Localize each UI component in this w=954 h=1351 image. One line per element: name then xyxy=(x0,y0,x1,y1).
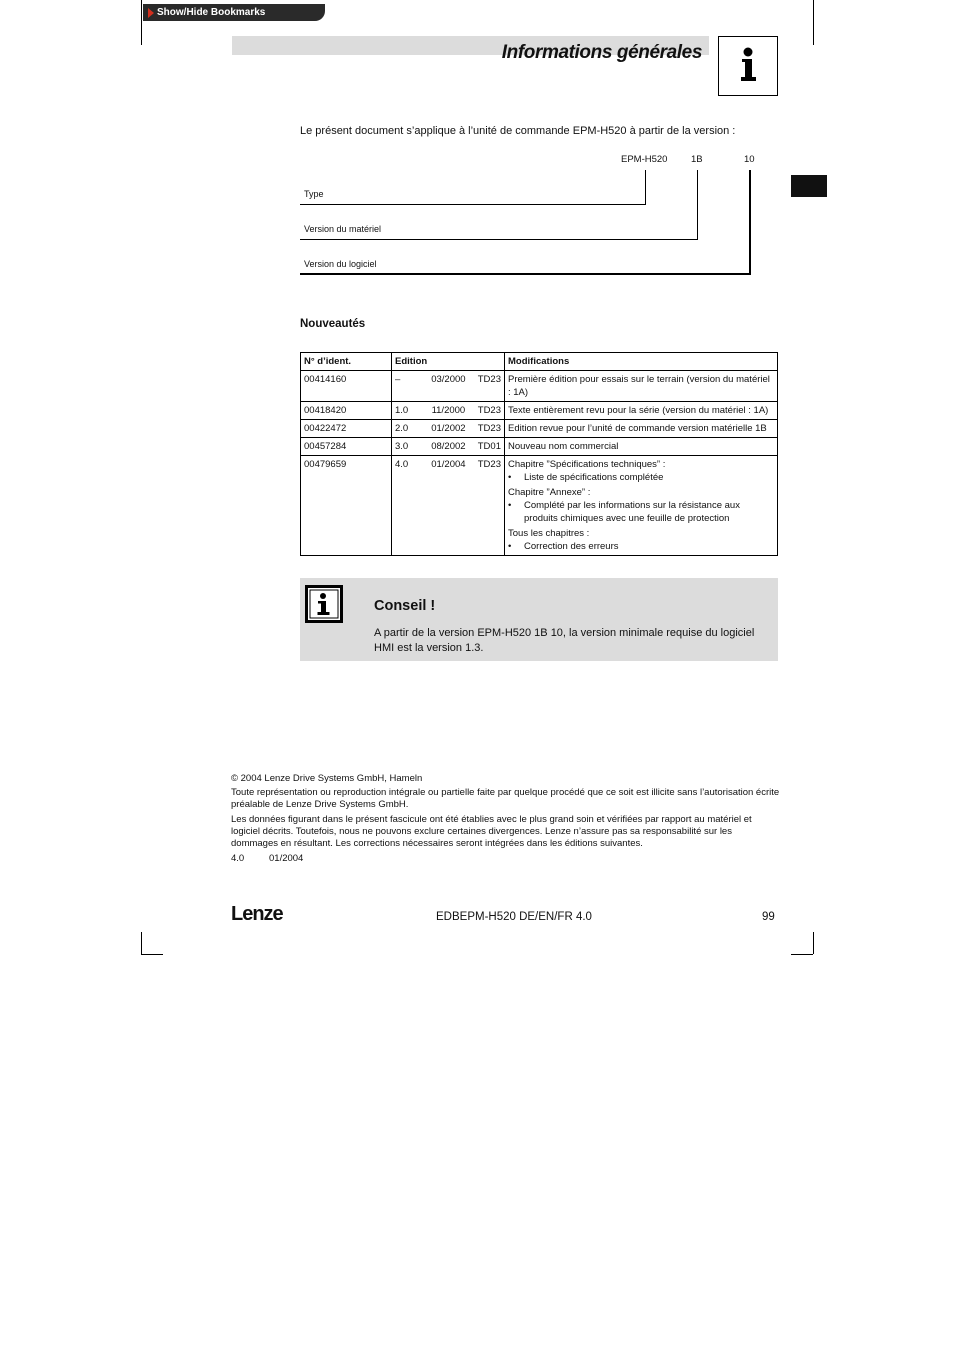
edition-cell xyxy=(392,456,505,556)
edition-date: 01/2002 xyxy=(431,423,466,434)
software-row-label: Version du logiciel xyxy=(304,259,377,269)
mod-chapter: Tous les chapitres : xyxy=(508,528,590,539)
table-header-row xyxy=(301,353,778,371)
type-row-label: Type xyxy=(304,189,324,199)
edition-date: 03/2000 xyxy=(431,374,466,385)
modifications-cell xyxy=(505,456,778,556)
column-header: N° d’ident. xyxy=(301,353,392,371)
tip-title: Conseil ! xyxy=(374,598,436,614)
ident-cell: 00479659 xyxy=(301,456,392,556)
list-item xyxy=(508,471,774,484)
tip-text: A partir de la version EPM-H520 1B 10, la version minimale requise du logiciel HMI est la version 1.3. xyxy=(374,627,755,654)
diagram-line xyxy=(645,170,646,205)
table-row xyxy=(301,420,778,438)
document-number: EDBEPM-H520 DE/EN/FR 4.0 xyxy=(436,911,592,923)
hardware-version-label: 1B xyxy=(691,154,703,165)
edition-cell xyxy=(392,402,505,420)
crop-mark xyxy=(141,932,142,954)
info-icon xyxy=(718,36,778,96)
diagram-line xyxy=(300,204,646,205)
chapter-tab-marker xyxy=(791,175,827,197)
news-heading: Nouveautés xyxy=(300,318,366,330)
modifications-cell: Première édition pour essais sur le terrain (version du matériel : 1A) xyxy=(505,371,778,402)
edition-version: – xyxy=(395,374,401,385)
crop-mark xyxy=(141,0,142,45)
mod-bullet-text: Liste de spécifications complétée xyxy=(524,472,664,483)
bookmarks-label: Show/Hide Bookmarks xyxy=(157,7,266,18)
type-code-label: EPM-H520 xyxy=(621,154,668,165)
edition-date: 11/2000 xyxy=(431,405,466,416)
edition-version: 2.0 xyxy=(395,423,409,434)
copyright: © 2004 Lenze Drive Systems GmbH, Hameln xyxy=(231,773,423,784)
ident-cell: 00418420 xyxy=(301,402,392,420)
modifications-cell: Nouveau nom commercial xyxy=(505,438,778,456)
table-row xyxy=(301,371,778,402)
column-header: Edition xyxy=(392,353,505,371)
hardware-row-label: Version du matériel xyxy=(304,224,382,234)
edition-cell xyxy=(392,438,505,456)
edition-code: TD23 xyxy=(477,423,501,434)
lenze-logo: Lenze xyxy=(231,903,283,925)
bullet-icon: • xyxy=(508,500,512,511)
mod-chapter: Chapitre ”Spécifications techniques” : xyxy=(508,459,666,470)
crop-mark xyxy=(813,0,814,45)
diagram-line xyxy=(749,170,751,275)
edition-version: 3.0 xyxy=(395,441,409,452)
mod-chapter: Chapitre ”Annexe” : xyxy=(508,487,591,498)
edition-code: TD23 xyxy=(477,459,501,470)
show-hide-bookmarks-button[interactable] xyxy=(143,4,325,21)
software-version-label: 10 xyxy=(744,154,755,165)
table-row xyxy=(301,456,778,556)
intro-text: Le présent document s’applique à l’unité de commande EPM-H520 à partir de la version : xyxy=(300,125,736,137)
ident-cell: 00457284 xyxy=(301,438,392,456)
edition-version: 1.0 xyxy=(395,405,409,416)
diagram-line xyxy=(300,273,751,275)
mod-bullet-text: Correction des erreurs xyxy=(524,541,619,552)
edition-date: 08/2002 xyxy=(431,441,466,452)
edition-code: TD01 xyxy=(477,441,501,452)
crop-mark xyxy=(141,954,163,955)
edition-version: 4.0 xyxy=(395,459,409,470)
edition-cell xyxy=(392,420,505,438)
crop-mark xyxy=(791,954,813,955)
ident-cell: 00414160 xyxy=(301,371,392,402)
list-item xyxy=(508,499,774,525)
legal-paragraph: Toute représentation ou reproduction intégrale ou partielle faite par quelque procédé que ce soit est illicite sans l’autorisation écrite préalable de Lenze Drive Systems GmbH. xyxy=(231,787,780,810)
news-table xyxy=(300,352,778,556)
page-title: Informations générales xyxy=(501,42,702,63)
mod-bullet-text: Complété par les informations sur la résistance aux produits chimiques avec une feuille de protection xyxy=(524,500,740,524)
page-number: 99 xyxy=(762,911,775,923)
modifications-cell: Texte entièrement revu pour la série (version du matériel : 1A) xyxy=(505,402,778,420)
edition-cell xyxy=(392,371,505,402)
edition-code: TD23 xyxy=(477,374,501,385)
list-item xyxy=(508,540,774,553)
edition-code: TD23 xyxy=(477,405,501,416)
bullet-icon: • xyxy=(508,541,512,552)
edition-date: 01/2004 xyxy=(431,459,466,470)
legal-paragraph: Les données figurant dans le présent fascicule ont été établies avec le plus grand soin et vérifiées par rapport au matériel et logiciel décrits. Toutefois, nous ne pouvons exclure certaines divergences. Lenze n’assure pas sa responsabilité sur les dommages en résultant. Les corrections nécessaires seront intégrées dans les éditions suivantes. xyxy=(231,814,752,849)
table-row xyxy=(301,438,778,456)
triangle-right-icon xyxy=(148,8,154,18)
table-row xyxy=(301,402,778,420)
info-icon xyxy=(305,585,343,628)
footer-version: 4.0 xyxy=(231,853,245,864)
modifications-cell: Edition revue pour l’unité de commande version matérielle 1B xyxy=(505,420,778,438)
bullet-icon: • xyxy=(508,472,512,483)
footer-date: 01/2004 xyxy=(269,853,304,864)
diagram-line xyxy=(697,170,698,240)
column-header: Modifications xyxy=(505,353,778,371)
crop-mark xyxy=(813,932,814,954)
diagram-line xyxy=(300,239,698,240)
ident-cell: 00422472 xyxy=(301,420,392,438)
